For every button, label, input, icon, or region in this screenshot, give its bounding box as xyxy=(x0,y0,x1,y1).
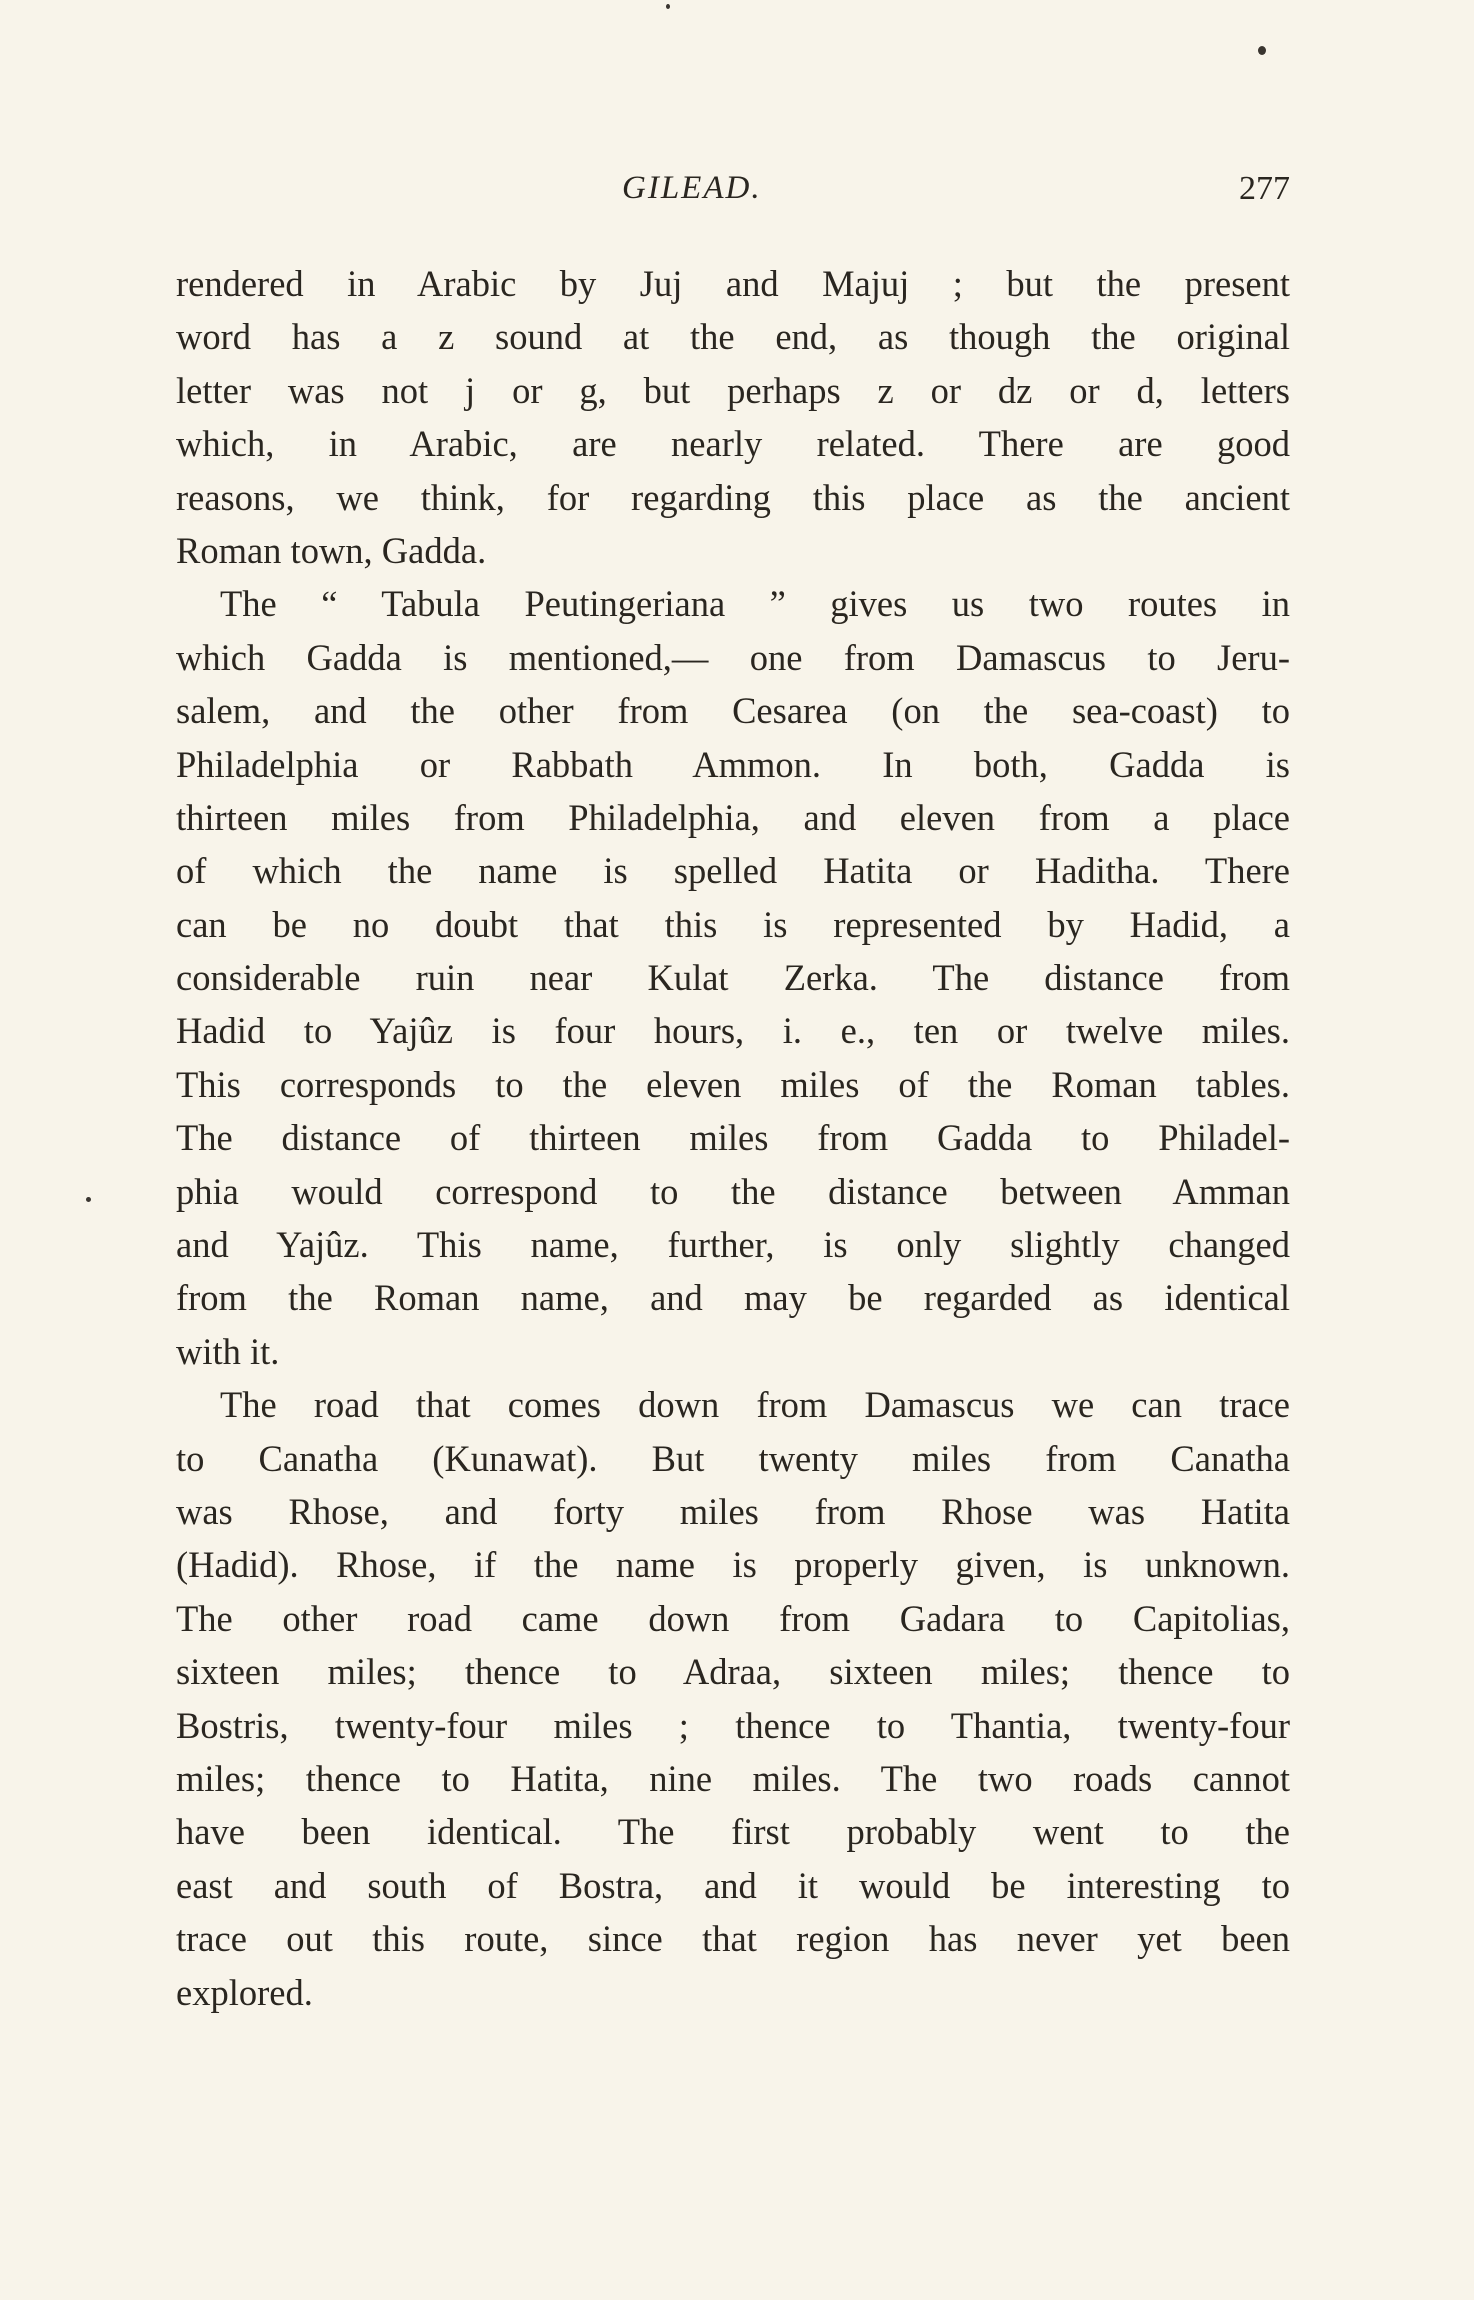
text-line: to Canatha (Kunawat). But twenty miles from Canatha xyxy=(176,1437,1290,1479)
running-head: GILEAD. xyxy=(622,170,762,206)
text-line: with it. xyxy=(176,1330,280,1372)
text-line: east and south of Bostra, and it would be interesting to xyxy=(176,1864,1290,1906)
speck-mark xyxy=(1258,46,1266,55)
text-line: The distance of thirteen miles from Gadda to Philadel- xyxy=(176,1117,1290,1159)
speck-mark xyxy=(86,1197,91,1202)
text-line: considerable ruin near Kulat Zerka. The distance from xyxy=(176,957,1290,999)
text-line: which, in Arabic, are nearly related. There are good xyxy=(176,423,1290,465)
paragraph xyxy=(176,1378,1290,2019)
text-line: phia would correspond to the distance between Amman xyxy=(176,1170,1290,1212)
text-line: Hadid to Yajûz is four hours, i. e., ten or twelve miles. xyxy=(176,1010,1290,1052)
paragraph xyxy=(176,257,1290,577)
text-line: was Rhose, and forty miles from Rhose was Hatita xyxy=(176,1490,1290,1532)
text-line: have been identical. The first probably went to the xyxy=(176,1811,1290,1853)
page-number: 277 xyxy=(1239,170,1290,207)
text-line: salem, and the other from Cesarea (on the sea-coast) to xyxy=(176,690,1290,732)
text-line: Roman town, Gadda. xyxy=(176,529,487,571)
text-line: from the Roman name, and may be regarded as identical xyxy=(176,1277,1290,1319)
text-line: can be no doubt that this is represented by Hadid, a xyxy=(176,903,1290,945)
text-line: trace out this route, since that region has never yet been xyxy=(176,1918,1290,1960)
speck-mark xyxy=(666,4,670,9)
body-text xyxy=(176,257,1290,2019)
text-line: Bostris, twenty-four miles ; thence to Thantia, twenty-four xyxy=(176,1704,1290,1746)
text-line: (Hadid). Rhose, if the name is properly given, is unknown. xyxy=(176,1544,1290,1586)
text-line: The road that comes down from Damascus we can trace xyxy=(220,1384,1290,1426)
text-line: The “ Tabula Peutingeriana ” gives us two routes in xyxy=(220,583,1290,625)
text-line: which Gadda is mentioned,— one from Damascus to Jeru- xyxy=(176,636,1290,678)
text-line: rendered in Arabic by Juj and Majuj ; but the present xyxy=(176,263,1290,304)
text-line: The other road came down from Gadara to Capitolias, xyxy=(176,1597,1290,1639)
text-line: miles; thence to Hatita, nine miles. The two roads cannot xyxy=(176,1757,1290,1799)
text-line: word has a z sound at the end, as though the original xyxy=(176,316,1290,358)
text-line: sixteen miles; thence to Adraa, sixteen miles; thence to xyxy=(176,1651,1290,1693)
text-line: thirteen miles from Philadelphia, and eleven from a place xyxy=(176,796,1290,838)
paragraph xyxy=(176,577,1290,1378)
page-header xyxy=(176,170,1290,220)
text-line: and Yajûz. This name, further, is only slightly changed xyxy=(176,1224,1290,1266)
text-line: of which the name is spelled Hatita or Haditha. There xyxy=(176,850,1290,892)
text-line: This corresponds to the eleven miles of the Roman tables. xyxy=(176,1063,1290,1105)
text-line: explored. xyxy=(176,1971,313,2013)
text-line: letter was not j or g, but perhaps z or dz or d, letters xyxy=(176,369,1290,411)
text-line: Philadelphia or Rabbath Ammon. In both, Gadda is xyxy=(176,743,1290,785)
text-line: reasons, we think, for regarding this place as the ancient xyxy=(176,476,1290,518)
